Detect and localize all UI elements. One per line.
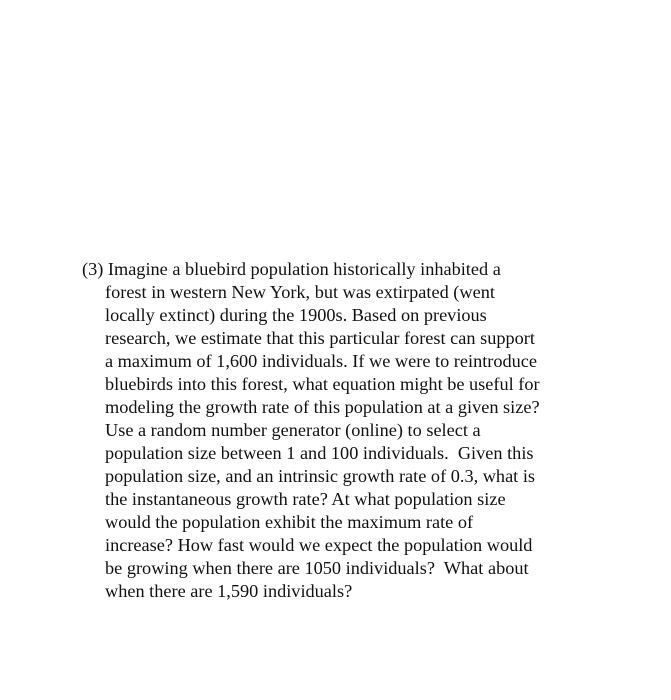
question-line: (3) Imagine a bluebird population historically inhabited a [82, 259, 501, 279]
question-line: when there are 1,590 individuals? [105, 581, 353, 601]
question-line: Use a random number generator (online) to select a [105, 420, 481, 440]
question-line: research, we estimate that this particular forest can support [105, 328, 535, 348]
question-line: population size between 1 and 100 individuals. Given this [105, 443, 534, 463]
question-line: population size, and an intrinsic growth rate of 0.3, what is [105, 466, 536, 486]
question-line: the instantaneous growth rate? At what population size [105, 489, 506, 509]
question-line: a maximum of 1,600 individuals. If we were to reintroduce [105, 351, 538, 371]
question-line: would the population exhibit the maximum rate of [105, 512, 474, 532]
question-line: forest in western New York, but was extirpated (went [105, 282, 495, 302]
question-paragraph [82, 258, 602, 603]
question-line: locally extinct) during the 1900s. Based on previous [105, 305, 487, 325]
question-line: bluebirds into this forest, what equation might be useful for [105, 374, 540, 394]
question-line: modeling the growth rate of this population at a given size? [105, 397, 540, 417]
question-line: increase? How fast would we expect the population would [105, 535, 533, 555]
question-line: be growing when there are 1050 individuals? What about [105, 558, 529, 578]
